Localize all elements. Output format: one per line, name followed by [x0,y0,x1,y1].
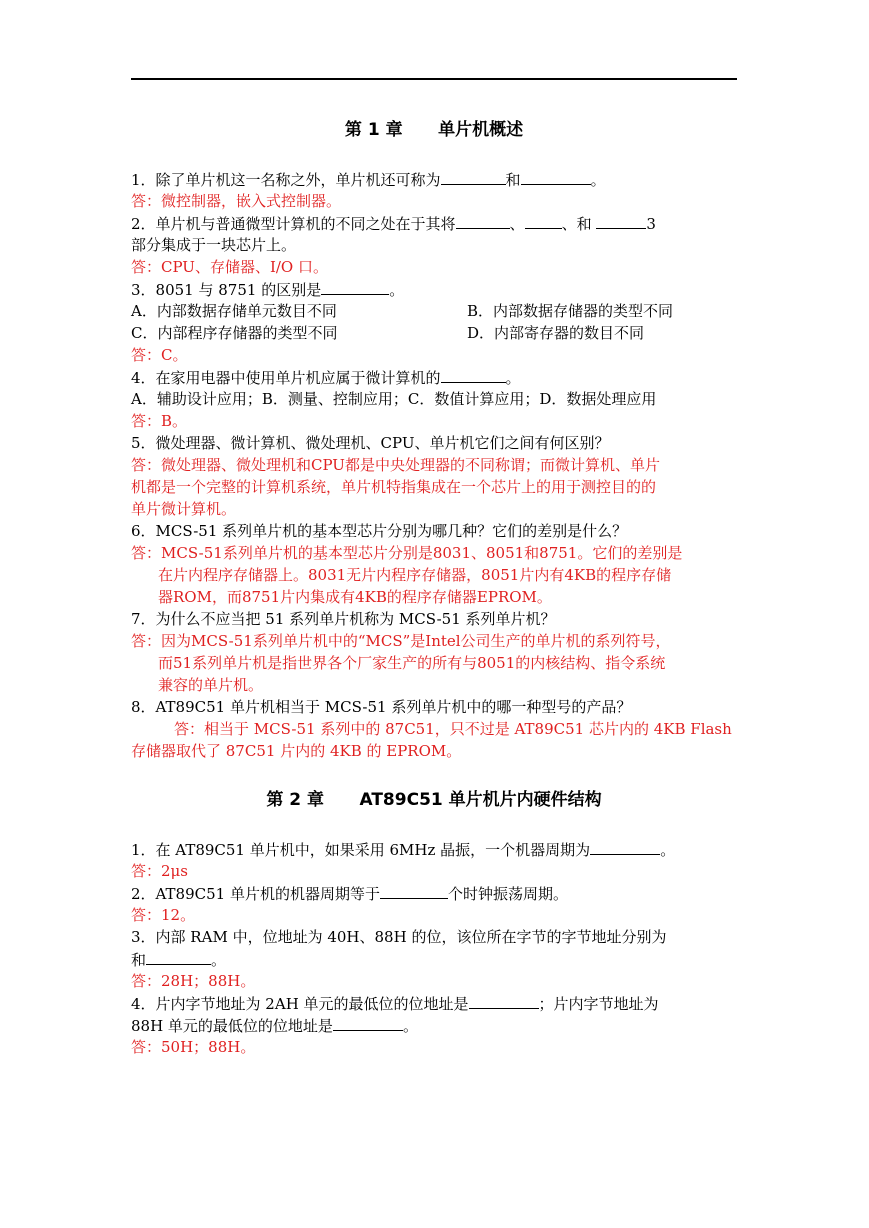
answer-blank [469,992,539,1009]
document-page [131,80,737,1058]
answer-1-8-line-1: 答：相当于 MCS-51 系列中的 87C51，只不过是 AT89C51 芯片内的 4KB Flash [174,720,732,738]
question-2-4: 4．片内字节地址为 2AH 单元的最低位的位地址是 ；片内字节地址为 [131,992,737,1014]
answer-1-6-line-1: 答：MCS-51系列单片机的基本型芯片分别是8031、8051和8751。它们的差别是 [131,544,683,562]
chapter-2-title: 第 2 章 AT89C51 单片机片内硬件结构 [266,790,602,810]
answer-blank [441,168,506,185]
question-2-3-line-2: 和 。 [131,948,737,970]
answer-1-5-line-1: 答：微处理器、微处理机和CPU都是中央处理器的不同称谓；而微计算机、单片 [131,456,660,474]
answer-1-1: 答：微控制器，嵌入式控制器。 [131,192,342,210]
answer-1-4: 答：B。 [131,412,188,430]
answer-blank [380,882,448,899]
question-1-7: 7．为什么不应当把 51 系列单片机称为 MCS-51 系列单片机？ [131,610,556,628]
answer-blank [596,212,646,229]
answer-blank [456,212,510,229]
answer-blank [521,168,591,185]
answer-2-3: 答：28H；88H。 [131,972,256,990]
question-1-2-line-2: 部分集成于一块芯片上。 [131,236,297,254]
question-1-3-options-row-1 [131,300,737,322]
option-d: D．内部寄存器的数目不同 [467,324,645,342]
question-2-4-line-2: 88H 单元的最低位的位地址是 。 [131,1014,737,1036]
answer-1-2: 答：CPU、存储器、I/O 口。 [131,258,328,276]
option-c: C．内部程序存储器的类型不同 [131,324,338,342]
answer-1-5-line-2: 机都是一个完整的计算机系统，单片机特指集成在一个芯片上的用于测控目的的 [131,478,657,496]
answer-blank [525,212,562,229]
answer-2-1: 答：2μs [131,862,188,880]
question-2-2: 2．AT89C51 单片机的机器周期等于 个时钟振荡周期。 [131,882,737,904]
question-1-1: 1．除了单片机这一名称之外，单片机还可称为 和 。 [131,168,737,190]
question-1-3: 3．8051 与 8751 的区别是 。 [131,278,737,300]
answer-blank [333,1014,403,1031]
question-2-3: 3．内部 RAM 中，位地址为 40H、88H 的位，该位所在字节的字节地址分别为 [131,928,667,946]
answer-1-7-line-2: 而51系列单片机是指世界各个厂家生产的所有与8051的内核结构、指令系统 [158,654,666,672]
answer-blank [590,838,660,855]
answer-1-8-line-2: 存储器取代了 87C51 片内的 4KB 的 EPROM。 [131,742,462,760]
chapter-1-title: 第 1 章 单片机概述 [344,120,524,140]
question-1-4: 4．在家用电器中使用单片机应属于微计算机的 。 [131,366,737,388]
option-b: B．内部数据存储器的类型不同 [467,302,674,320]
answer-blank [146,948,211,965]
answer-1-7-line-3: 兼容的单片机。 [158,676,264,694]
answer-1-3: 答：C。 [131,346,188,364]
answer-1-5-line-3: 单片微计算机。 [131,500,237,518]
answer-1-6-line-3: 器ROM，而8751片内集成有4KB的程序存储器EPROM。 [158,588,552,606]
option-a: A．内部数据存储单元数目不同 [131,302,337,320]
answer-1-6-line-2: 在片内程序存储器上。8031无片内程序存储器，8051片内有4KB的程序存储 [158,566,672,584]
question-1-8: 8．AT89C51 单片机相当于 MCS-51 系列单片机中的哪一种型号的产品？ [131,698,632,716]
question-2-1: 1．在 AT89C51 单片机中，如果采用 6MHz 晶振，一个机器周期为 。 [131,838,737,860]
answer-2-2: 答：12。 [131,906,196,924]
answer-1-7-line-1: 答：因为MCS-51系列单片机中的“MCS”是Intel公司生产的单片机的系列符号， [131,632,671,650]
answer-2-4: 答：50H；88H。 [131,1038,256,1056]
question-1-3-options-row-2 [131,322,737,344]
question-1-2: 2．单片机与普通微型计算机的不同之处在于其将 、 、和 3 [131,212,737,234]
answer-blank [321,278,389,295]
question-1-6: 6．MCS-51 系列单片机的基本型芯片分别为哪几种？它们的差别是什么？ [131,522,628,540]
question-1-4-options: A．辅助设计应用；B．测量、控制应用；C．数值计算应用；D．数据处理应用 [131,390,657,408]
answer-blank [441,366,506,383]
question-1-5: 5．微处理器、微计算机、微处理机、CPU、单片机它们之间有何区别？ [131,434,610,452]
